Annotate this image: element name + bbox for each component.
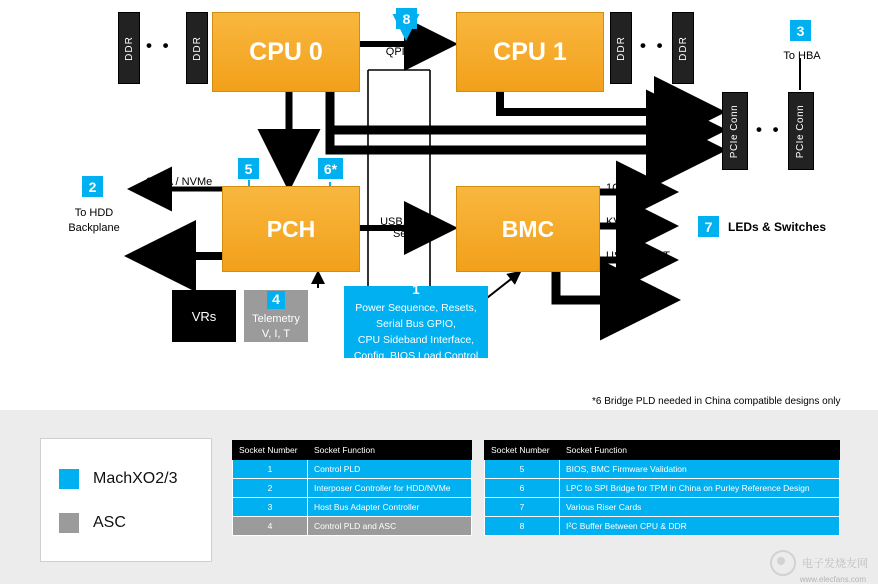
bmc-block[interactable]: BMC	[456, 186, 600, 272]
pcie-connector: PCIe Conn	[788, 92, 814, 170]
legend-swatch-machxo	[59, 469, 79, 489]
th-socket-function: Socket Function	[308, 441, 472, 460]
control-pld-block[interactable]	[344, 281, 488, 362]
dmi-label: DMI	[283, 129, 295, 151]
cell-socket-number: 1	[233, 460, 308, 479]
to-hdd-backplane-label	[56, 206, 132, 236]
vrs-block: VRs	[172, 290, 236, 342]
footnote: *6 Bridge PLD needed in China compatible designs only	[592, 396, 841, 407]
qpi-upi-label: QPI / UPI	[385, 46, 433, 58]
control-pld-line: Config, BIOS Load Control	[353, 349, 479, 362]
table-row	[485, 517, 840, 536]
tag-6: 6*	[318, 158, 343, 179]
table-row	[233, 479, 472, 498]
socket-table-left	[232, 440, 472, 536]
th-socket-function: Socket Function	[560, 441, 840, 460]
fans-label: Fans	[606, 290, 631, 302]
legend-item-machxo	[59, 469, 211, 489]
th-socket-number: Socket Number	[233, 441, 308, 460]
cell-socket-function: I²C Buffer Between CPU & DDR	[560, 517, 840, 536]
cell-socket-number: 8	[485, 517, 560, 536]
telemetry-sub: V, I, T	[261, 327, 291, 340]
control-pld-line: Serial Bus GPIO,	[376, 318, 456, 330]
telemetry-block	[244, 290, 308, 342]
tag-1: 1	[412, 281, 420, 297]
legend-swatch-asc	[59, 513, 79, 533]
usbs-uart-label: USBs, UART	[606, 250, 670, 262]
cell-socket-function: BIOS, BMC Firmware Validation	[560, 460, 840, 479]
table-row	[233, 498, 472, 517]
cell-socket-function: Control PLD	[308, 460, 472, 479]
tag-7: 7	[698, 216, 719, 237]
cpu0-block[interactable]: CPU 0	[212, 12, 360, 92]
to-hdd-line2: Backplane	[68, 221, 120, 234]
ddr-module: DDR	[610, 12, 632, 84]
kvm-sw-label: KVM SW	[606, 216, 651, 228]
legend-label-asc: ASC	[93, 514, 126, 531]
watermark-text: 电子发烧友网	[802, 558, 868, 570]
control-pld-line: CPU Sideband Interface,	[357, 333, 475, 346]
table-row	[485, 498, 840, 517]
ddr-module: DDR	[118, 12, 140, 84]
legend-label-machxo: MachXO2/3	[93, 470, 178, 487]
tag-8: 8	[396, 8, 417, 29]
th-socket-number: Socket Number	[485, 441, 560, 460]
cell-socket-number: 6	[485, 479, 560, 498]
pcie-ellipsis: • •	[756, 120, 782, 139]
cell-socket-function: Interposer Controller for HDD/NVMe	[308, 479, 472, 498]
cpu1-block[interactable]: CPU 1	[456, 12, 604, 92]
cell-socket-function: Various Riser Cards	[560, 498, 840, 517]
cell-socket-number: 2	[233, 479, 308, 498]
to-hba-label: To HBA	[783, 50, 821, 62]
ddr-ellipsis-right: • •	[640, 36, 666, 55]
table-row	[233, 460, 472, 479]
legend-item-asc	[59, 513, 211, 533]
telemetry-title: Telemetry	[252, 312, 300, 325]
to-hdd-line1: To HDD	[74, 207, 114, 219]
watermark-sub: www.elecfans.com	[799, 575, 866, 584]
ddr-module: DDR	[186, 12, 208, 84]
pcie-connector: PCIe Conn	[722, 92, 748, 170]
table-row	[485, 479, 840, 498]
sata-nvme-label: SATA / NVMe	[146, 176, 213, 188]
tag-3: 3	[790, 20, 811, 41]
control-pld-line: Power Sequence, Resets,	[355, 302, 477, 315]
ddr-module: DDR	[672, 12, 694, 84]
table-header-row	[485, 441, 840, 460]
watermark	[770, 550, 868, 576]
pch-block[interactable]: PCH	[222, 186, 360, 272]
cell-socket-number: 7	[485, 498, 560, 517]
cell-socket-number: 4	[233, 517, 308, 536]
legend-box	[40, 438, 212, 562]
cell-socket-function: LPC to SPI Bridge for TPM in China on Purley Reference Design	[560, 479, 840, 498]
cell-socket-function: Control PLD and ASC	[308, 517, 472, 536]
cell-socket-number: 5	[485, 460, 560, 479]
cell-socket-number: 3	[233, 498, 308, 517]
watermark-logo-icon	[770, 550, 796, 576]
ge-1-label: 1GE	[606, 182, 629, 194]
ddr-ellipsis-left: • •	[146, 36, 172, 55]
table-header-row	[233, 441, 472, 460]
ge-1-10-label: 1 / 10GE	[146, 244, 190, 256]
legend-panel	[0, 410, 878, 584]
usb-serial-label: USB, other Serial	[380, 216, 434, 240]
socket-table-right	[484, 440, 840, 536]
table-row	[233, 517, 472, 536]
tag-2: 2	[82, 176, 103, 197]
tag-5: 5	[238, 158, 259, 179]
leds-switches-label: LEDs & Switches	[728, 220, 827, 234]
tag-4: 4	[267, 291, 285, 309]
table-row	[485, 460, 840, 479]
cell-socket-function: Host Bus Adapter Controller	[308, 498, 472, 517]
